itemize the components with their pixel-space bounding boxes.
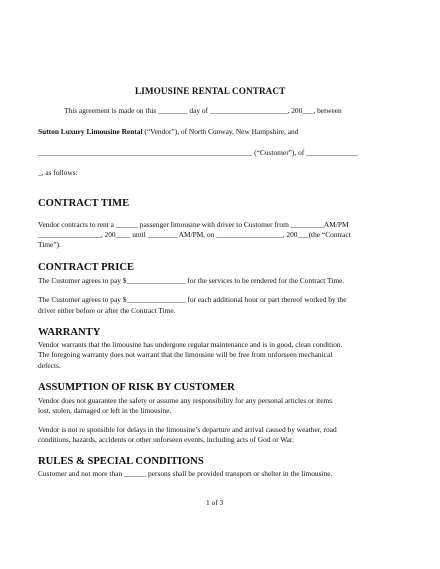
document-title: LIMOUSINE RENTAL CONTRACT	[135, 86, 286, 96]
intro-line-4: _, as follows:	[38, 168, 78, 177]
contract-time-line-1: Vendor contracts to rent a ______ passenger limousine with driver to Customer from _________AM/PM	[38, 220, 349, 229]
contract-time-line-3: Time”).	[38, 240, 61, 249]
heading-contract-time: CONTRACT TIME	[38, 198, 130, 209]
intro-line-2-rest: (“Vendor”), of North Conway, New Hampshire, and	[144, 127, 299, 136]
assumption-paragraph-2-line-2: conditions, hazards, accidents or other unforseen events, including acts of God or War.	[38, 435, 294, 444]
intro-line-2	[38, 127, 298, 136]
heading-contract-price: CONTRACT PRICE	[38, 262, 135, 273]
page-indicator: 1 of 3	[206, 498, 224, 507]
assumption-paragraph-1-line-2: lost, stolen, damaged or left in the limousine.	[38, 406, 172, 415]
contract-price-paragraph-2-line-2: driver either before or after the Contract Time.	[38, 306, 176, 315]
contract-price-paragraph-1: The Customer agrees to pay $________________ for the services to be rendered for the Contract Time.	[38, 276, 345, 285]
warranty-line-1: Vendor warrants that the limousine has undergone regular maintenance and is in good, clean condition.	[38, 340, 343, 349]
assumption-paragraph-2-line-1: Vendor is not re sponsible for delays in the limousine’s departure and arrival caused by weather, road	[38, 425, 337, 434]
warranty-line-2: The foregoing warranty does not warrant that the limousine will be free from unforseen mechanical	[38, 350, 333, 359]
intro-line-3: __________________________________________________________ (“Customer”), of ______________	[38, 148, 358, 157]
intro-line-1: This agreement is made on this ________ day of _____________________, 200___, between	[64, 106, 342, 115]
contract-time-line-2: _________________, 200____ until ________ AM/PM, on __________________, 200___(the “Contract	[38, 230, 351, 239]
warranty-line-3: defects.	[38, 361, 61, 370]
heading-assumption-of-risk: ASSUMPTION OF RISK BY CUSTOMER	[38, 382, 235, 393]
heading-rules-special-conditions: RULES & SPECIAL CONDITIONS	[38, 456, 204, 467]
contract-price-paragraph-2-line-1: The Customer agrees to pay $________________ for each additional hour or part thereof worked by the	[38, 295, 347, 304]
assumption-paragraph-1-line-1: Vendor does not guarantee the safety or assume any responsibility for any personal articles or items	[38, 396, 333, 405]
rules-line-1: Customer and not more than ______ persons shall be provided transport or shelter in the limousine.	[38, 469, 333, 478]
vendor-name: Sutton Luxury Limousine Rental	[38, 127, 143, 136]
heading-warranty: WARRANTY	[38, 327, 101, 338]
